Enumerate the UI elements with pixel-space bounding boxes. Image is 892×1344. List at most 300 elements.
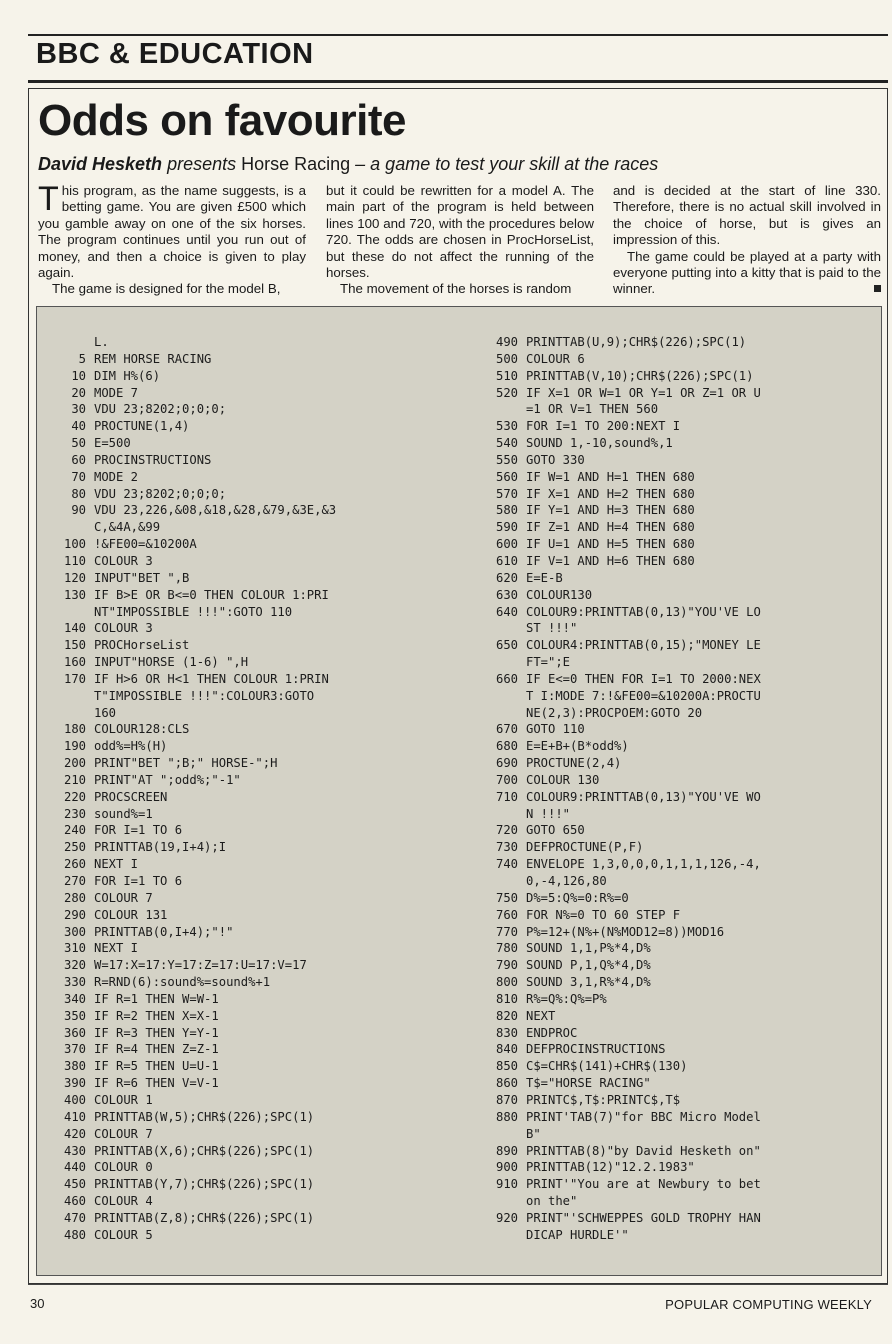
code-line: [470, 1159, 761, 1176]
line-code: C,&4A,&99: [94, 520, 161, 535]
page-number: 30: [30, 1296, 45, 1311]
code-line: [38, 351, 336, 368]
code-line: [470, 604, 761, 621]
code-line: [38, 974, 336, 991]
line-number: 770: [495, 924, 518, 939]
code-line: [38, 721, 336, 738]
line-number: 470: [63, 1210, 86, 1225]
line-number: 120: [63, 570, 86, 585]
code-line: [470, 435, 761, 452]
code-line: [38, 553, 336, 570]
line-number: 840: [495, 1042, 518, 1057]
code-line: [38, 705, 336, 722]
line-code: ENDPROC: [526, 1025, 578, 1040]
line-code: IF R=5 THEN U=U-1: [94, 1059, 219, 1074]
section-header: [28, 34, 888, 83]
code-line: [470, 721, 761, 738]
line-number: 110: [63, 553, 86, 568]
code-line: [38, 755, 336, 772]
line-number: 540: [495, 436, 518, 451]
code-line: [470, 705, 761, 722]
line-code: COLOUR 3: [94, 621, 153, 636]
line-code: COLOUR 130: [526, 772, 600, 787]
intro-paragraph: This program, as the name suggests, is a betting game. You are given £500 which you gamble away on one of the six horses. The program continues until you run out of money, and then a choice is given to play again.: [38, 180, 306, 281]
line-number: [470, 620, 526, 637]
line-number: 860: [495, 1076, 518, 1091]
line-code: MODE 7: [94, 385, 139, 400]
line-code: PRINT'"You are at Newbury to bet: [526, 1177, 761, 1192]
code-line: [470, 755, 761, 772]
code-line: [38, 502, 336, 519]
line-number: 320: [63, 958, 86, 973]
line-code: IF R=2 THEN X=X-1: [94, 1008, 219, 1023]
line-number: 670: [495, 722, 518, 737]
line-number: 740: [495, 857, 518, 872]
code-line: [470, 991, 761, 1008]
line-code: ENVELOPE 1,3,0,0,0,1,1,1,126,-4,: [526, 857, 761, 872]
line-code: on the": [526, 1194, 578, 1209]
line-number: 880: [495, 1109, 518, 1124]
line-number: [470, 401, 526, 418]
code-line: [38, 519, 336, 536]
intro-paragraph: The game is designed for the model B,: [52, 281, 281, 297]
line-number: 90: [71, 503, 86, 518]
line-number: 430: [63, 1143, 86, 1158]
line-number: 330: [63, 975, 86, 990]
line-number: 390: [63, 1076, 86, 1091]
intro-column-2: [326, 183, 594, 298]
line-code: T"IMPOSSIBLE !!!":COLOUR3:GOTO: [94, 688, 315, 703]
line-number: [470, 1227, 526, 1244]
code-line: [470, 654, 761, 671]
line-number: 850: [495, 1059, 518, 1074]
line-code: PRINTTAB(Y,7);CHR$(226);SPC(1): [94, 1177, 315, 1192]
code-line: [38, 772, 336, 789]
line-code: NEXT I: [94, 941, 139, 956]
line-code: IF B>E OR B<=0 THEN COLOUR 1:PRI: [94, 587, 329, 602]
code-line: [38, 1058, 336, 1075]
line-code: COLOUR 7: [94, 1126, 153, 1141]
line-number: 580: [495, 503, 518, 518]
line-code: PRINTTAB(W,5);CHR$(226);SPC(1): [94, 1109, 315, 1124]
code-line: [38, 1092, 336, 1109]
line-code: NEXT: [526, 1008, 556, 1023]
line-number: 480: [63, 1227, 86, 1242]
line-number: 600: [495, 537, 518, 552]
intro-paragraph: The game could be played at a party with everyone putting into a kitty that is paid to the winner.: [613, 248, 881, 297]
line-code: IF X=1 AND H=2 THEN 680: [526, 486, 695, 501]
line-number: 620: [495, 570, 518, 585]
line-number: 420: [63, 1126, 86, 1141]
line-code: INPUT"BET ",B: [94, 570, 190, 585]
code-line: [38, 789, 336, 806]
code-line: [470, 789, 761, 806]
line-number: 190: [63, 739, 86, 754]
code-line: [470, 1210, 761, 1227]
code-line: [38, 671, 336, 688]
line-number: 210: [63, 772, 86, 787]
line-code: PRINTTAB(U,9);CHR$(226);SPC(1): [526, 335, 747, 349]
line-number: 820: [495, 1008, 518, 1023]
line-number: 690: [495, 756, 518, 771]
line-code: PRINT"AT ";odd%;"-1": [94, 772, 241, 787]
code-line: [38, 401, 336, 418]
code-line: [470, 1193, 761, 1210]
code-line: [470, 637, 761, 654]
code-line: [470, 536, 761, 553]
code-line: [470, 1025, 761, 1042]
code-line: [38, 385, 336, 402]
magazine-name: POPULAR COMPUTING WEEKLY: [665, 1297, 872, 1312]
code-line: [470, 873, 761, 890]
code-line: [470, 486, 761, 503]
line-number: 150: [63, 638, 86, 653]
code-line: [470, 351, 761, 368]
line-code: B": [526, 1126, 541, 1141]
line-code: IF R=1 THEN W=W-1: [94, 991, 219, 1006]
code-line: [470, 907, 761, 924]
line-code: D%=5:Q%=0:R%=0: [526, 890, 629, 905]
line-code: ST !!!": [526, 621, 578, 636]
line-number: 910: [495, 1177, 518, 1192]
drop-cap: T: [38, 180, 59, 218]
code-line: [38, 1025, 336, 1042]
line-number: 40: [71, 419, 86, 434]
line-code: 0,-4,126,80: [526, 874, 607, 888]
line-code: R%=Q%:Q%=P%: [526, 991, 607, 1006]
line-code: IF R=3 THEN Y=Y-1: [94, 1025, 219, 1040]
line-number: 590: [495, 520, 518, 535]
line-code: GOTO 650: [526, 823, 585, 838]
line-number: 140: [63, 621, 86, 636]
code-line: [470, 1075, 761, 1092]
code-line: [38, 907, 336, 924]
author-name: David Hesketh: [38, 154, 163, 174]
line-number: 760: [495, 907, 518, 922]
code-line: [38, 738, 336, 755]
line-code: COLOUR 0: [94, 1160, 153, 1175]
code-line: [470, 1041, 761, 1058]
line-code: VDU 23;8202;0;0;0;: [94, 486, 227, 501]
line-number: [470, 1126, 526, 1143]
line-code: COLOUR 6: [526, 351, 585, 366]
line-number: 200: [63, 756, 86, 771]
line-code: COLOUR 5: [94, 1227, 153, 1242]
code-line: [38, 536, 336, 553]
line-code: DIM H%(6): [94, 368, 161, 383]
line-code: IF Y=1 AND H=3 THEN 680: [526, 503, 695, 518]
code-line: [470, 940, 761, 957]
code-line: [38, 688, 336, 705]
line-number: 5: [78, 351, 86, 366]
line-number: 220: [63, 789, 86, 804]
line-code: NT"IMPOSSIBLE !!!":GOTO 110: [94, 604, 293, 619]
line-number: 560: [495, 469, 518, 484]
code-line: [38, 469, 336, 486]
code-line: [470, 957, 761, 974]
line-number: 810: [495, 991, 518, 1006]
code-line: [470, 385, 761, 402]
code-line: [38, 991, 336, 1008]
code-line: [38, 1210, 336, 1227]
line-code: COLOUR128:CLS: [94, 722, 190, 737]
line-code: PROCHorseList: [94, 638, 190, 653]
line-code: R=RND(6):sound%=sound%+1: [94, 975, 271, 990]
line-number: 80: [71, 486, 86, 501]
line-code: L.: [94, 335, 109, 349]
line-number: 290: [63, 907, 86, 922]
line-code: =1 OR V=1 THEN 560: [526, 402, 659, 417]
line-code: E=E+B+(B*odd%): [526, 739, 629, 754]
line-number: 920: [495, 1210, 518, 1225]
code-line: [470, 890, 761, 907]
line-code: COLOUR9:PRINTTAB(0,13)"YOU'VE WO: [526, 789, 761, 804]
code-line: [38, 856, 336, 873]
code-line: [470, 671, 761, 688]
code-line: [38, 924, 336, 941]
line-code: PROCTUNE(1,4): [94, 419, 190, 434]
section-title: BBC & EDUCATION: [36, 38, 314, 70]
line-number: 780: [495, 941, 518, 956]
code-line: [38, 890, 336, 907]
line-code: COLOUR 131: [94, 907, 168, 922]
line-code: COLOUR 3: [94, 553, 153, 568]
listing-column-right: [470, 334, 761, 1244]
line-code: DEFPROCTUNE(P,F): [526, 840, 644, 855]
line-number: 650: [495, 638, 518, 653]
code-line: [38, 1159, 336, 1176]
line-number: 270: [63, 874, 86, 888]
code-line: [470, 1092, 761, 1109]
code-line: [38, 1109, 336, 1126]
line-code: W=17:X=17:Y=17:Z=17:U=17:V=17: [94, 958, 307, 973]
line-number: 280: [63, 890, 86, 905]
code-line: [38, 1227, 336, 1244]
line-number: [38, 604, 94, 621]
line-number: [470, 806, 526, 823]
line-code: COLOUR 4: [94, 1194, 153, 1209]
code-line: [470, 469, 761, 486]
code-line: [38, 1193, 336, 1210]
line-number: 130: [63, 587, 86, 602]
line-code: PRINTTAB(V,10);CHR$(226);SPC(1): [526, 368, 754, 383]
line-number: 870: [495, 1092, 518, 1107]
line-number: 310: [63, 941, 86, 956]
code-line: [470, 502, 761, 519]
code-line: [470, 368, 761, 385]
line-code: C$=CHR$(141)+CHR$(130): [526, 1059, 688, 1074]
line-code: SOUND 1,1,P%*4,D%: [526, 941, 651, 956]
line-number: 570: [495, 486, 518, 501]
code-line: [470, 401, 761, 418]
line-number: 720: [495, 823, 518, 838]
code-line: [38, 452, 336, 469]
line-number: 60: [71, 452, 86, 467]
code-line: [38, 620, 336, 637]
line-number: 710: [495, 789, 518, 804]
line-number: 250: [63, 840, 86, 855]
line-code: VDU 23;8202;0;0;0;: [94, 402, 227, 417]
line-number: 100: [63, 537, 86, 552]
line-code: SOUND P,1,Q%*4,D%: [526, 958, 651, 973]
line-number: 550: [495, 452, 518, 467]
code-line: [38, 486, 336, 503]
code-line: [470, 587, 761, 604]
code-line: [470, 772, 761, 789]
line-code: PROCTUNE(2,4): [526, 756, 622, 771]
line-number: 410: [63, 1109, 86, 1124]
line-number: 360: [63, 1025, 86, 1040]
code-line: [38, 1075, 336, 1092]
code-line: [38, 1143, 336, 1160]
line-code: PRINTTAB(0,I+4);"!": [94, 924, 234, 939]
line-code: !&FE00=&10200A: [94, 537, 197, 552]
code-line: [38, 418, 336, 435]
line-number: 790: [495, 958, 518, 973]
line-code: P%=12+(N%+(N%MOD12=8))MOD16: [526, 924, 725, 939]
line-code: PRINT"'SCHWEPPES GOLD TROPHY HAN: [526, 1210, 761, 1225]
line-code: SOUND 1,-10,sound%,1: [526, 436, 673, 451]
standfirst: [38, 154, 878, 175]
line-code: T$="HORSE RACING": [526, 1076, 651, 1091]
line-code: PRINTTAB(Z,8);CHR$(226);SPC(1): [94, 1210, 315, 1225]
line-number: [470, 705, 526, 722]
line-code: sound%=1: [94, 806, 153, 821]
line-code: COLOUR130: [526, 587, 593, 602]
code-line: [470, 1058, 761, 1075]
line-number: 160: [63, 655, 86, 670]
line-code: PRINTTAB(19,I+4);I: [94, 840, 227, 855]
line-code: IF W=1 AND H=1 THEN 680: [526, 469, 695, 484]
line-code: PRINTTAB(X,6);CHR$(226);SPC(1): [94, 1143, 315, 1158]
line-code: REM HORSE RACING: [94, 351, 212, 366]
line-number: 830: [495, 1025, 518, 1040]
article-title: Odds on favourite: [38, 96, 406, 145]
line-number: 730: [495, 840, 518, 855]
code-line: [470, 519, 761, 536]
line-number: 260: [63, 857, 86, 872]
line-code: PRINTTAB(8)"by David Hesketh on": [526, 1143, 761, 1158]
line-number: 460: [63, 1194, 86, 1209]
line-number: 660: [495, 671, 518, 686]
code-line: [470, 924, 761, 941]
line-number: 20: [71, 385, 86, 400]
line-code: VDU 23,226,&08,&18,&28,&79,&3E,&3: [94, 503, 337, 518]
code-line: [38, 435, 336, 452]
code-line: [38, 839, 336, 856]
code-line: [470, 1143, 761, 1160]
code-line: [38, 1041, 336, 1058]
line-code: FT=";E: [526, 655, 571, 670]
line-code: FOR N%=0 TO 60 STEP F: [526, 907, 681, 922]
line-number: 10: [71, 368, 86, 383]
code-line: [470, 418, 761, 435]
standfirst-tagline: – a game to test your skill at the races: [350, 154, 659, 174]
line-number: 700: [495, 772, 518, 787]
intro-paragraph: but it could be rewritten for a model A. The main part of the program is held between lines 100 and 720, with the procedures below 720. The odds are chosen in ProcHorseList, but these do not affect the running of the horses.: [326, 183, 594, 281]
line-number: 520: [495, 385, 518, 400]
code-line: [470, 570, 761, 587]
line-number: 450: [63, 1177, 86, 1192]
code-line: [38, 368, 336, 385]
line-code: N !!!": [526, 806, 571, 821]
code-line: [470, 1176, 761, 1193]
line-number: 230: [63, 806, 86, 821]
listing-column-left: [38, 334, 336, 1244]
line-code: IF Z=1 AND H=4 THEN 680: [526, 520, 695, 535]
line-number: 180: [63, 722, 86, 737]
line-code: PRINTC$,T$:PRINTC$,T$: [526, 1092, 681, 1107]
code-line: [470, 1126, 761, 1143]
line-number: 630: [495, 587, 518, 602]
code-line: [38, 873, 336, 890]
line-code: FOR I=1 TO 200:NEXT I: [526, 419, 681, 434]
line-number: [38, 334, 94, 351]
code-line: [470, 452, 761, 469]
code-line: [470, 334, 761, 351]
code-line: [38, 587, 336, 604]
line-code: IF U=1 AND H=5 THEN 680: [526, 537, 695, 552]
line-number: 510: [495, 368, 518, 383]
code-line: [470, 822, 761, 839]
end-mark-icon: [874, 285, 881, 292]
code-line: [38, 570, 336, 587]
code-line: [470, 974, 761, 991]
line-number: 890: [495, 1143, 518, 1158]
line-number: [470, 873, 526, 890]
line-code: 160: [94, 705, 117, 720]
intro-paragraph: The movement of the horses is random: [340, 281, 572, 297]
line-code: IF E<=0 THEN FOR I=1 TO 2000:NEX: [526, 671, 761, 686]
footer-rule: [28, 1284, 888, 1285]
code-line: [470, 856, 761, 873]
line-code: INPUT"HORSE (1-6) ",H: [94, 655, 249, 670]
line-number: 610: [495, 553, 518, 568]
line-code: PRINT"BET ";B;" HORSE-";H: [94, 756, 278, 771]
line-number: 50: [71, 436, 86, 451]
line-number: 300: [63, 924, 86, 939]
code-line: [38, 1176, 336, 1193]
code-line: [38, 957, 336, 974]
code-line: [470, 553, 761, 570]
line-number: 440: [63, 1160, 86, 1175]
standfirst-topic: Horse Racing: [241, 154, 351, 174]
line-number: 70: [71, 469, 86, 484]
line-code: DEFPROCINSTRUCTIONS: [526, 1042, 666, 1057]
line-number: 900: [495, 1160, 518, 1175]
code-line: [38, 654, 336, 671]
line-code: IF X=1 OR W=1 OR Y=1 OR Z=1 OR U: [526, 385, 761, 400]
standfirst-presents: presents: [162, 154, 242, 174]
line-number: 530: [495, 419, 518, 434]
line-code: PRINT'TAB(7)"for BBC Micro Model: [526, 1109, 761, 1124]
line-code: DICAP HURDLE'": [526, 1227, 629, 1242]
line-code: E=E-B: [526, 570, 563, 585]
line-number: 170: [63, 671, 86, 686]
intro-column-3: [613, 183, 881, 298]
line-code: NE(2,3):PROCPOEM:GOTO 20: [526, 705, 703, 720]
line-code: odd%=H%(H): [94, 739, 168, 754]
line-number: 370: [63, 1042, 86, 1057]
code-line: [470, 1008, 761, 1025]
code-line: [470, 839, 761, 856]
line-code: COLOUR 7: [94, 890, 153, 905]
code-line: [38, 334, 336, 351]
line-code: FOR I=1 TO 6: [94, 874, 183, 888]
code-line: [38, 637, 336, 654]
line-number: 30: [71, 402, 86, 417]
line-code: MODE 2: [94, 469, 139, 484]
